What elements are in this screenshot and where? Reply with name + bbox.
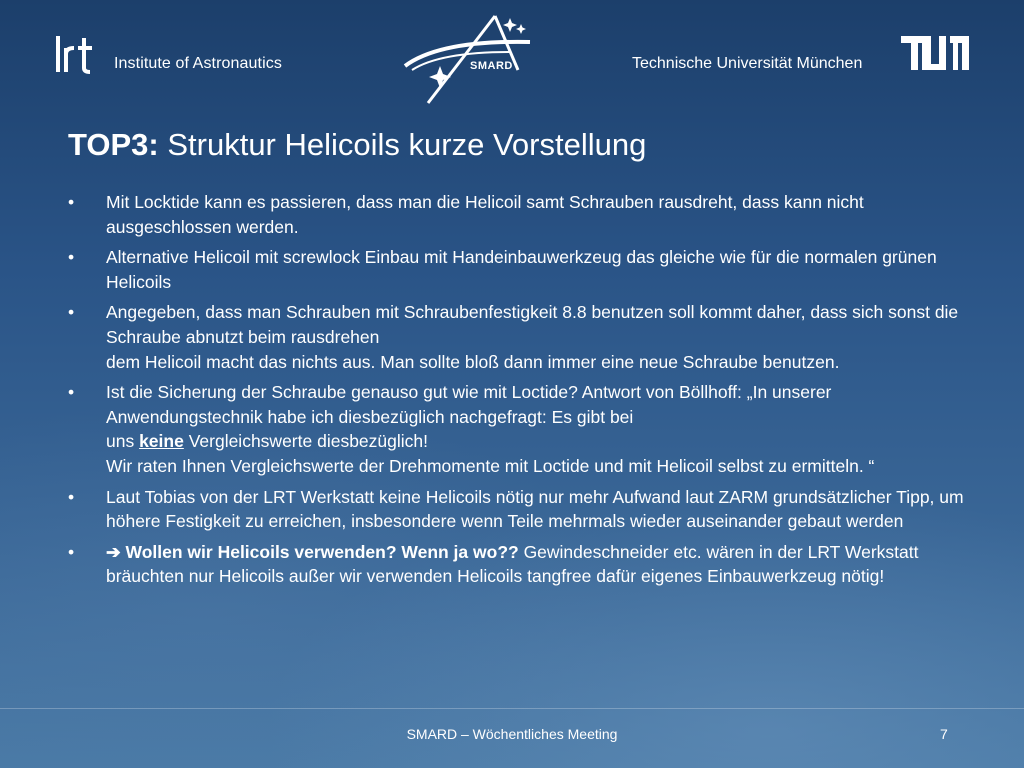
tum-logo-icon (901, 34, 969, 70)
bullet-text: Angegeben, dass man Schrauben mit Schraubenfestigkeit 8.8 benutzen soll kommt daher, dass sich sonst die Schraube abnutzt beim rausdrehen (106, 302, 959, 347)
bullet-text (106, 540, 968, 589)
bullet-marker: • (68, 486, 75, 507)
bullet-item (68, 380, 968, 478)
slide-header (0, 0, 1024, 110)
bullet-text: Ist die Sicherung der Schraube genauso gut wie mit Loctide? Antwort von Böllhoff: „In unserer Anwendungstechnik habe ich diesbezüglich nachgefragt: Es gibt bei (106, 382, 832, 427)
bullet-list (68, 190, 968, 595)
bullet-item (68, 190, 968, 239)
smard-wordmark: SMARD (470, 60, 513, 72)
page-number: 7 (940, 726, 948, 742)
title-prefix: TOP3: (68, 127, 159, 162)
bullet-marker: • (68, 302, 75, 323)
question-bold: ➔ Wollen wir Helicoils verwenden? Wenn ja wo?? (106, 541, 519, 562)
bullet-text: Alternative Helicoil mit screwlock Einbau mit Handeinbauwerkzeug das gleiche wie für die normalen grünen Helicoils (106, 247, 937, 292)
institute-name: Institute of Astronautics (114, 55, 282, 72)
bullet-text: Laut Tobias von der LRT Werkstatt keine Helicoils nötig nur mehr Aufwand laut ZARM grundsätzlicher Tipp, um höhere Festigkeit zu erreichen, insbesondere wenn Teile mehrmals wieder auseinander gebaut werden (106, 486, 964, 532)
bullet-text: Wir raten Ihnen Vergleichswerte der Drehmomente mit Loctide und mit Helicoil selbst zu ermitteln. “ (106, 455, 875, 476)
bullet-marker: • (68, 247, 75, 268)
bullet-text: dem Helicoil macht das nichts aus. Man sollte bloß dann immer eine neue Schraube benutzen. (106, 351, 840, 372)
bullet-item (68, 300, 968, 374)
bullet-text-part: uns (106, 431, 140, 452)
slide-title (68, 127, 646, 163)
title-text: Struktur Helicoils kurze Vorstellung (158, 127, 647, 162)
footer-divider (0, 708, 1024, 709)
bullet-text: Mit Locktide kann es passieren, dass man die Helicoil samt Schrauben rausdreht, dass kann nicht ausgeschlossen werden. (106, 192, 864, 237)
footer-title: SMARD – Wöchentliches Meeting (406, 726, 618, 742)
bullet-marker: • (68, 382, 75, 403)
lrt-logo-icon (52, 34, 98, 74)
smard-logo-icon (400, 8, 540, 108)
bullet-text (106, 429, 968, 454)
bullet-text-part: Gewindeschneider etc. wären in der LRT Werkstatt bräuchten nur Helicoils außer wir verwenden Helicoils tangfree dafür eigenes Einbauwerkzeug nötig! (106, 541, 919, 587)
bullet-item (68, 485, 968, 534)
bullet-marker: • (68, 541, 75, 562)
bullet-item (68, 245, 968, 294)
bullet-item (68, 540, 968, 589)
emphasis-keine: keine (139, 431, 184, 452)
university-name: Technische Universität München (632, 55, 863, 72)
bullet-text-part: Vergleichswerte diesbezüglich! (183, 431, 428, 452)
bullet-marker: • (68, 192, 75, 212)
